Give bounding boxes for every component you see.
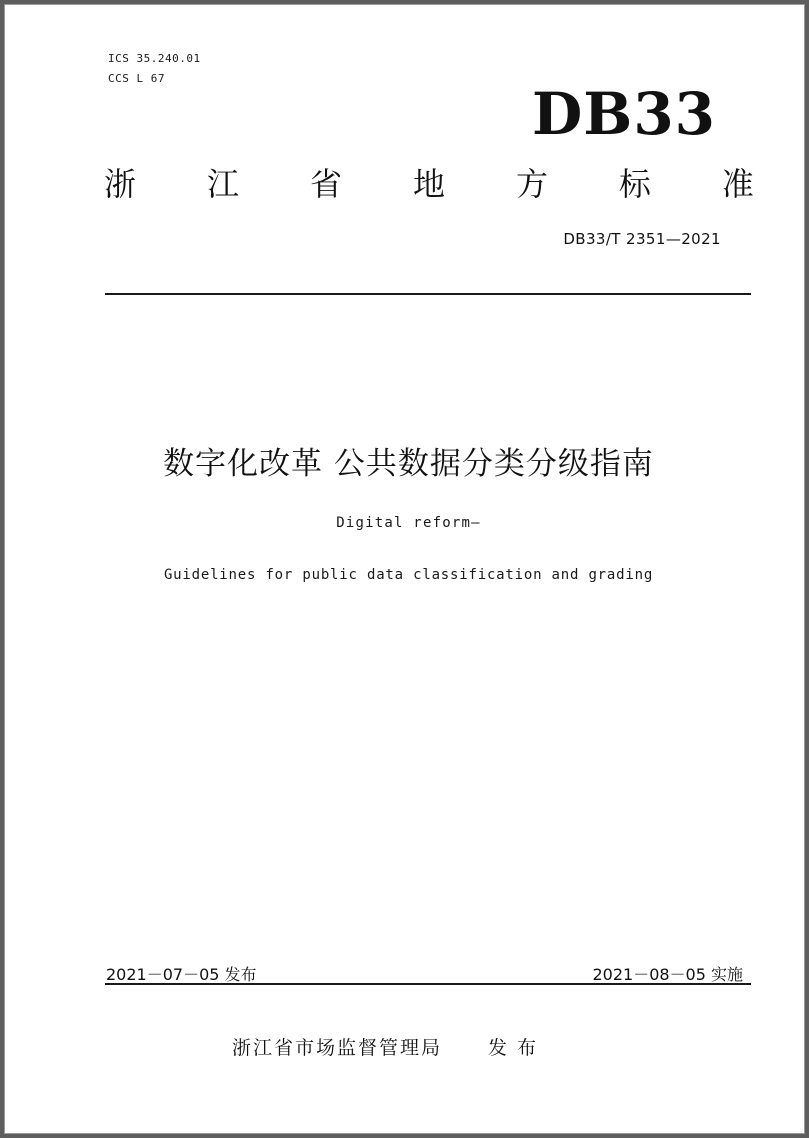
ccs-code: CCS L 67 xyxy=(108,72,165,85)
ics-code: ICS 35.240.01 xyxy=(108,52,201,65)
standard-type-char: 标 xyxy=(618,165,651,203)
db-logo: DB33 xyxy=(532,80,717,148)
issue-date: 2021－07－05 发布 xyxy=(106,965,257,984)
standard-type-char: 地 xyxy=(412,165,445,203)
standard-type-char: 浙 xyxy=(104,165,137,203)
effective-date: 2021－08－05 实施 xyxy=(592,965,743,984)
footer-divider xyxy=(105,983,751,985)
standard-type-char: 方 xyxy=(515,165,548,203)
publisher-name: 浙江省市场监督管理局 xyxy=(232,1037,443,1059)
standard-type-char: 准 xyxy=(721,165,754,203)
publisher-row xyxy=(232,1036,538,1060)
standard-type-char: 江 xyxy=(206,165,239,203)
standard-number: DB33/T 2351—2021 xyxy=(563,230,721,248)
standard-type-title xyxy=(104,164,754,204)
document-title-english-line1: Digital reform— xyxy=(336,515,481,531)
document-title-english-line2: Guidelines for public data classification and grading xyxy=(163,567,654,583)
document-title-chinese: 数字化改革 公共数据分类分级指南 xyxy=(163,446,654,482)
standard-type-char: 省 xyxy=(309,165,342,203)
publish-label: 发 布 xyxy=(488,1037,539,1059)
header-divider xyxy=(105,293,751,295)
